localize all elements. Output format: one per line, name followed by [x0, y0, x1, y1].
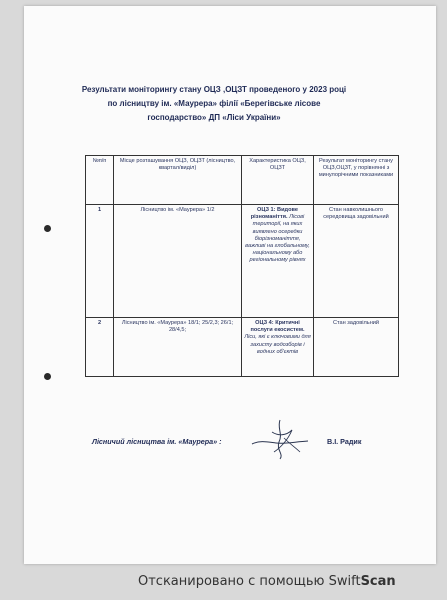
row-number: 2 — [86, 318, 114, 377]
title-line-1: Результати моніторингу стану ОЦЗ ,ОЦЗТ проведеного у 2023 році — [81, 85, 347, 94]
row-result: Стан задовільний — [314, 318, 399, 377]
characteristic-title: ОЦЗ 1: Видове різноманіття. — [250, 207, 298, 221]
document-title — [40, 83, 388, 125]
header-characteristic: Характеристика ОЦЗ, ОЦЗТ — [242, 156, 314, 205]
header-location: Місце розташування ОЦЗ, ОЦЗТ (лісництво, квартал/виділ) — [114, 156, 242, 205]
row-characteristic — [242, 205, 314, 318]
row-result: Стан навколишнього середовища задовільний — [314, 205, 399, 318]
footer-brand: Scan — [360, 574, 396, 589]
characteristic-description: Лісові території, на яких виявлено осередки біорізноманіття, важливі на глобальному, національному або регіональному рівнях — [245, 214, 310, 264]
table-row — [86, 318, 399, 377]
header-number: №п/п — [86, 156, 114, 205]
row-characteristic — [242, 318, 314, 377]
header-result: Результат моніторингу стану ОЦЗ,ОЦЗТ, у порівнянні з минулорічними показниками — [314, 156, 399, 205]
characteristic-title: ОЦЗ 4: Критичні послуги екосистем. — [250, 320, 305, 334]
table-row — [86, 205, 399, 318]
signatory-name: В.І. Радик — [327, 437, 362, 446]
table-header-row — [86, 156, 399, 205]
punch-hole-top — [44, 225, 51, 232]
title-line-3: господарство» ДП «Ліси України» — [147, 113, 281, 122]
punch-hole-bottom — [44, 373, 51, 380]
characteristic-description: Ліси, які є ключовими для захисту водозборів і водних об'єктів — [244, 334, 311, 355]
row-location: Лісництво ім. «Маурера» 1/2 — [114, 205, 242, 318]
footer-text: Отсканировано с помощью Swift — [138, 574, 361, 589]
row-location: Лісництво ім. «Маурера» 18/1; 25/2,3; 26/1; 28/4,5; — [114, 318, 242, 377]
signature-role: Лісничий лісництва ім. «Маурера» : — [92, 437, 222, 446]
row-number: 1 — [86, 205, 114, 318]
scan-footer — [138, 574, 396, 589]
monitoring-table — [85, 155, 399, 377]
title-line-2: по лісництву ім. «Маурера» філії «Берегівське лісове — [107, 99, 321, 108]
handwritten-signature — [250, 418, 312, 460]
